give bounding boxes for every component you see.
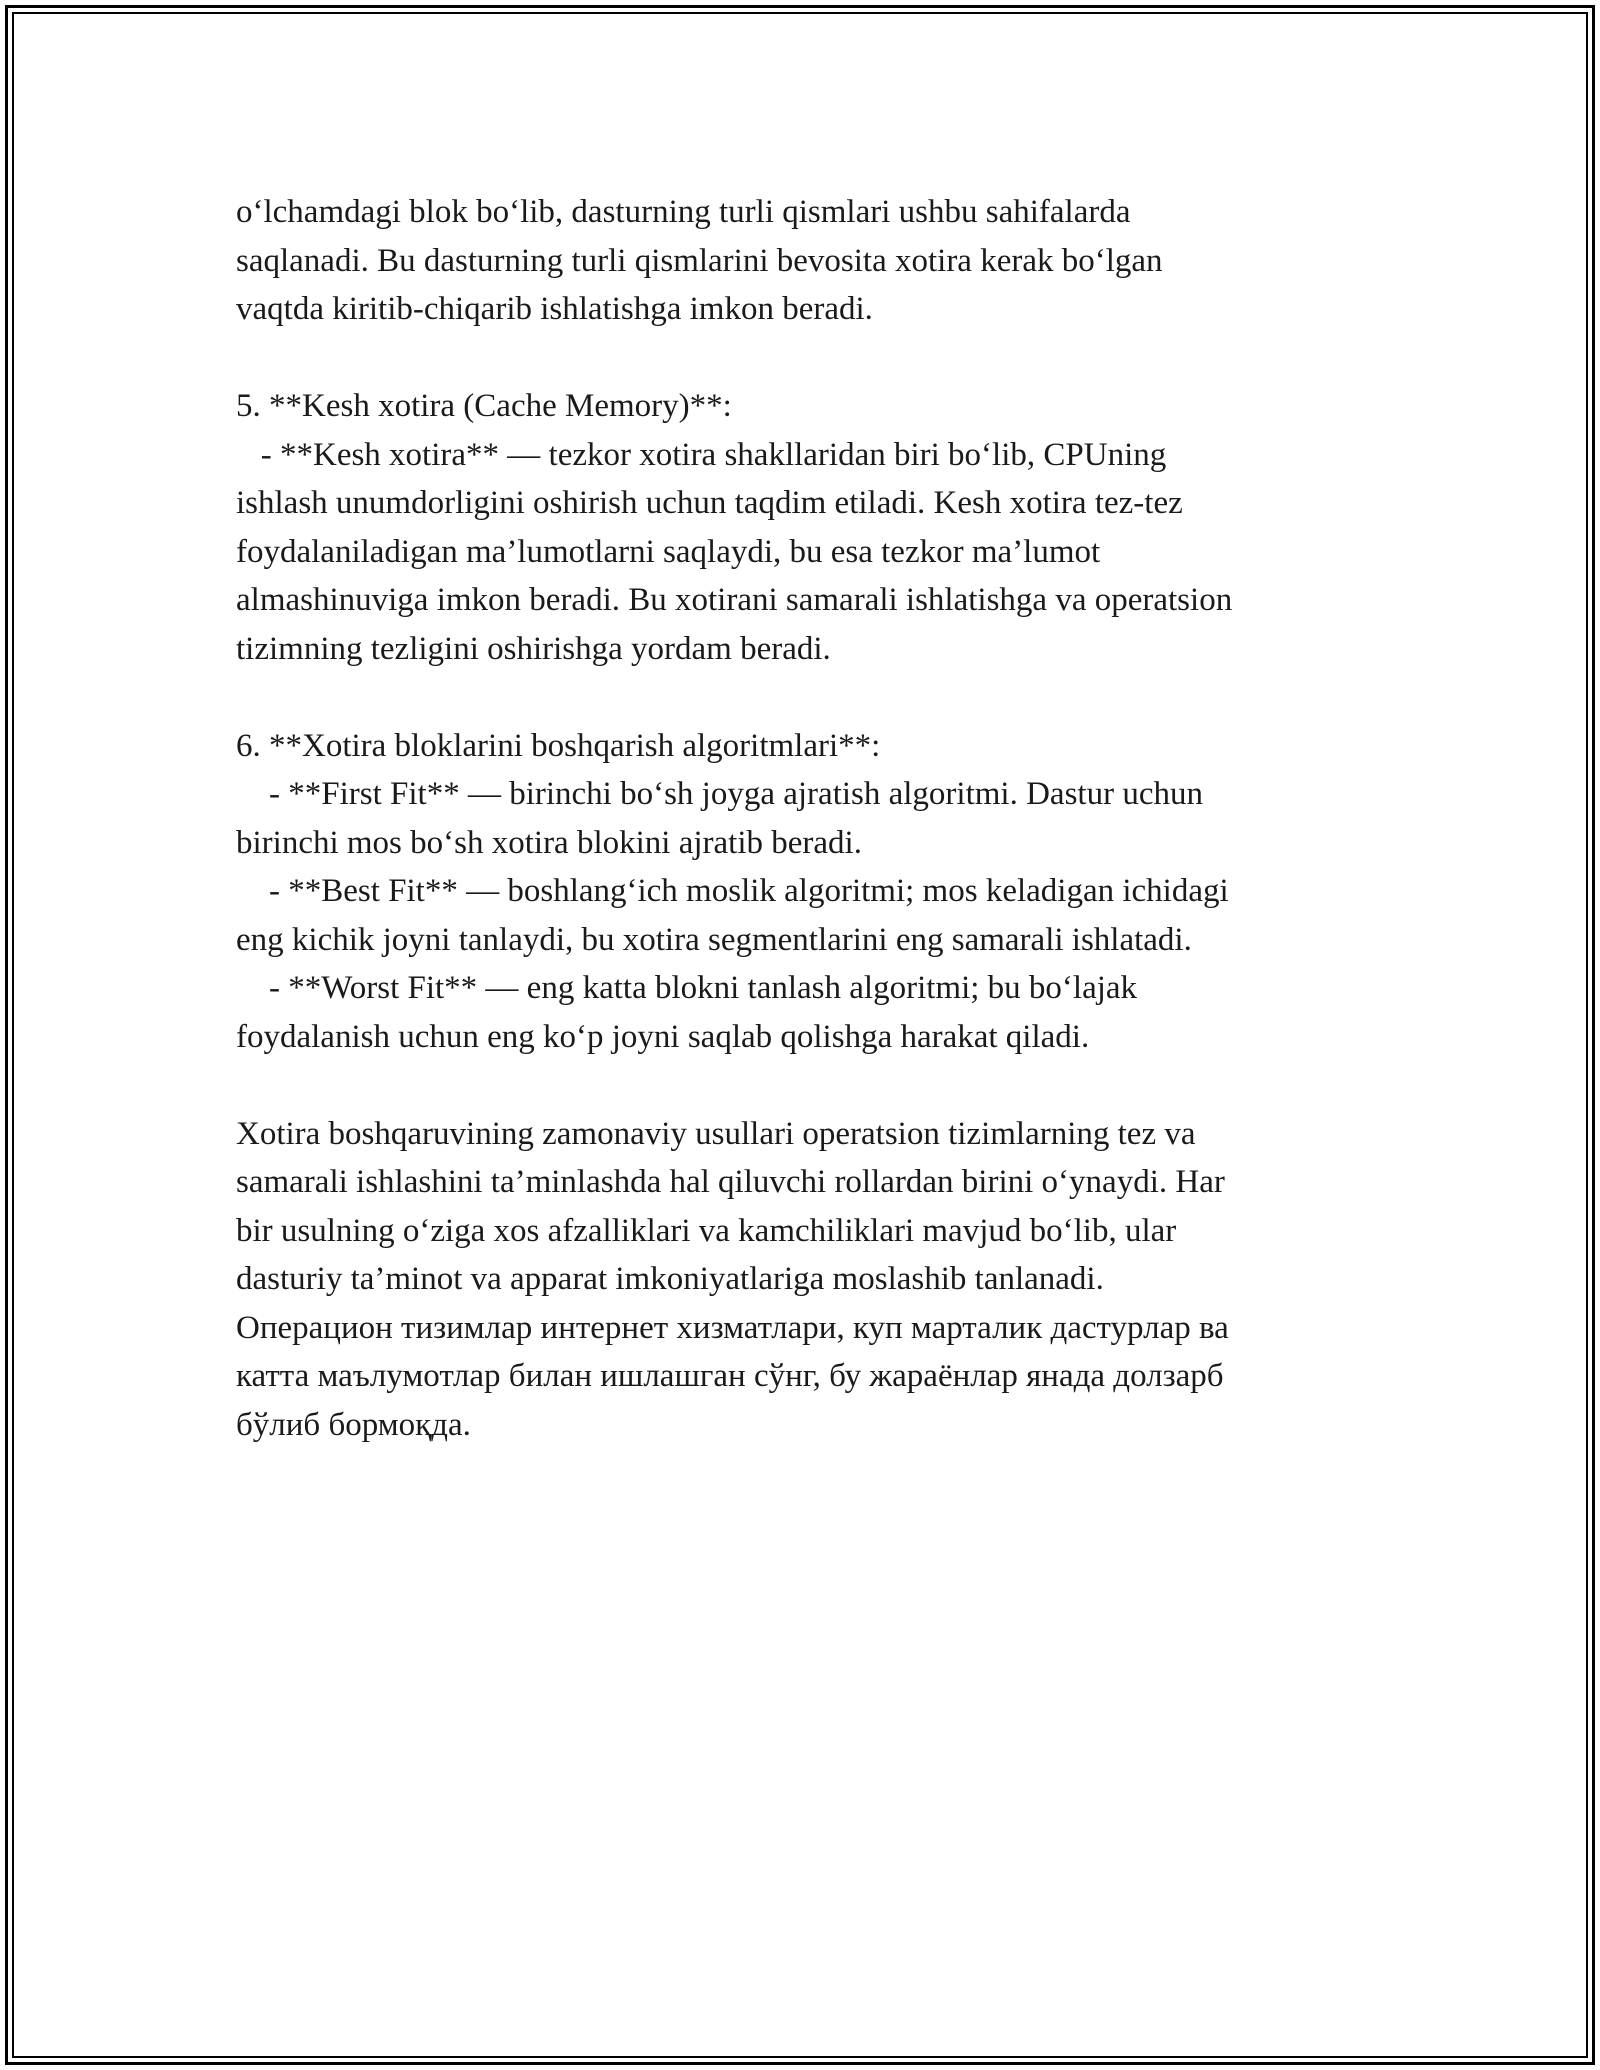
text-line: ishlash unumdorligini oshirish uchun taqdim etiladi. Kesh xotira tez-tez [236,485,1183,521]
text-line: - **Worst Fit** — eng katta blokni tanlash algoritmi; bu bo‘lajak [236,970,1138,1006]
text-line: almashinuviga imkon beradi. Bu xotirani samarali ishlatishga va operatsion [236,582,1233,618]
paragraph-spacer [236,673,1376,722]
text-line: Xotira boshqaruvining zamonaviy usullari operatsion tizimlarning tez va [236,1115,1196,1152]
text-line: o‘lchamdagi blok bo‘lib, dasturning turli qismlari ushbu sahifalarda [236,194,1131,230]
paragraph-spacer [236,1061,1376,1110]
text-line: saqlanadi. Bu dasturning turli qismlarini bevosita xotira kerak bo‘lgan [236,242,1163,279]
text-line: eng kichik joyni tanlaydi, bu xotira segmentlarini eng samarali ishlatadi. [236,921,1192,958]
text-line: bir usulning o‘ziga xos afzalliklari va kamchiliklari mavjud bo‘lib, ular [236,1212,1177,1249]
text-line: - **First Fit** — birinchi bo‘sh joyga ajratish algoritmi. Dastur uchun [236,776,1203,812]
text-line: Операцион тизимлар интернет хизматлари, куп марталик дастурлар ва [236,1309,1229,1346]
section-memory-algorithms [236,722,1376,1062]
text-line: dasturiy ta’minot va apparat imkoniyatlariga moslashib tanlanadi. [236,1261,1104,1297]
text-line: foydalanish uchun eng ko‘p joyni saqlab qolishga harakat qiladi. [236,1018,1090,1055]
section-cache-memory [236,382,1376,673]
text-line: бўлиб бормоқда. [236,1406,471,1443]
text-line: катта маълумотлар билан ишлашган сўнг, бу жараёнлар янада долзарб [236,1358,1224,1394]
paragraph-spacer [236,334,1376,383]
document-body [236,188,1376,1449]
section-heading: 5. **Kesh xotira (Cache Memory)**: [236,388,732,424]
text-line: birinchi mos bo‘sh xotira blokini ajratib beradi. [236,824,862,861]
text-line: samarali ishlashini ta’minlashda hal qiluvchi rollardan birini o‘ynaydi. Har [236,1164,1225,1200]
text-line: vaqtda kiritib-chiqarib ishlatishga imkon beradi. [236,291,873,327]
text-line: - **Kesh xotira** — tezkor xotira shakllaridan biri bo‘lib, CPUning [236,436,1167,473]
section-heading: 6. **Xotira bloklarini boshqarish algoritmlari**: [236,727,881,764]
text-line: - **Best Fit** — boshlang‘ich moslik algoritmi; mos keladigan ichidagi [236,873,1229,909]
paragraph-conclusion [236,1110,1376,1450]
text-line: tizimning tezligini oshirishga yordam beradi. [236,630,831,667]
paragraph-intro [236,188,1376,334]
text-line: foydalaniladigan ma’lumotlarni saqlaydi, bu esa tezkor ma’lumot [236,533,1101,570]
